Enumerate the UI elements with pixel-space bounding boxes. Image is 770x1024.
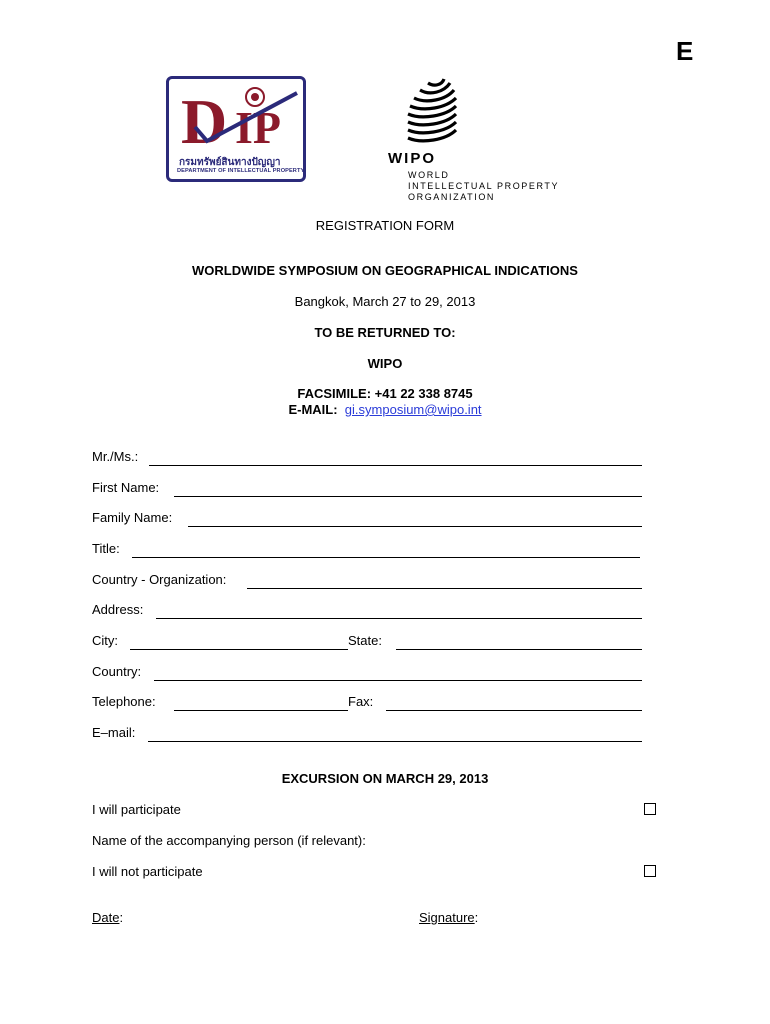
facsimile: FACSIMILE: +41 22 338 8745: [297, 386, 473, 401]
field-country-org: [92, 572, 642, 592]
will-not-participate-checkbox[interactable]: [644, 865, 656, 877]
email-input[interactable]: [148, 741, 642, 742]
dip-emblem-icon: [177, 85, 301, 155]
country-label: Country:: [92, 664, 142, 679]
city-label: City:: [92, 633, 118, 648]
address-input[interactable]: [156, 618, 642, 619]
field-address: [92, 602, 642, 622]
fax-input[interactable]: [386, 710, 642, 711]
country-input[interactable]: [154, 680, 642, 681]
accompanying-person-label: Name of the accompanying person (if relevant):: [92, 833, 366, 848]
dip-thai-name: กรมทรัพย์สินทางปัญญา: [179, 157, 281, 168]
family-name-label: Family Name:: [92, 510, 173, 525]
state-input[interactable]: [396, 649, 642, 650]
wipo-line-ip: INTELLECTUAL PROPERTY: [408, 181, 560, 191]
first-name-label: First Name:: [92, 480, 160, 495]
dip-logo: [166, 76, 306, 182]
telephone-input[interactable]: [174, 710, 348, 711]
wipo-globe-icon: [402, 78, 462, 146]
field-city-state: [92, 633, 642, 653]
location-dates: Bangkok, March 27 to 29, 2013: [294, 294, 476, 309]
title-input[interactable]: [132, 557, 640, 558]
address-label: Address:: [92, 602, 144, 617]
email-label: E-MAIL:: [288, 402, 338, 417]
email-link[interactable]: gi.symposium@wipo.int: [344, 402, 482, 417]
country-org-label: Country - Organization:: [92, 572, 227, 587]
event-title: WORLDWIDE SYMPOSIUM ON GEOGRAPHICAL INDICATIONS: [192, 263, 578, 278]
email-field-label: E–mail:: [92, 725, 136, 740]
first-name-input[interactable]: [174, 496, 642, 497]
return-to-org: WIPO: [367, 356, 403, 371]
field-email: [92, 725, 642, 745]
signature-label: Signature: [419, 910, 475, 925]
wipo-name: WIPO: [388, 150, 436, 167]
fax-label: Fax:: [348, 694, 374, 709]
will-participate-checkbox[interactable]: [644, 803, 656, 815]
wipo-logo: [388, 78, 588, 202]
language-marker: E: [676, 36, 694, 66]
date-field[interactable]: Date:: [92, 910, 124, 925]
excursion-heading: EXCURSION ON MARCH 29, 2013: [281, 771, 489, 786]
signature-field[interactable]: Signature:: [419, 910, 479, 925]
country-org-input[interactable]: [247, 588, 642, 589]
return-to-label: TO BE RETURNED TO:: [314, 325, 456, 340]
svg-text:D: D: [181, 86, 228, 155]
will-participate-label: I will participate: [92, 802, 181, 817]
dip-english-name: DEPARTMENT OF INTELLECTUAL PROPERTY: [177, 168, 305, 174]
wipo-line-world: WORLD: [408, 170, 450, 180]
field-country: [92, 664, 642, 684]
field-first-name: [92, 480, 642, 500]
title-label: Title:: [92, 541, 120, 556]
field-title: [92, 541, 642, 561]
field-family-name: [92, 510, 642, 530]
telephone-label: Telephone:: [92, 694, 156, 709]
state-label: State:: [348, 633, 382, 648]
mr-ms-label: Mr./Ms.:: [92, 449, 139, 464]
email-line: [0, 402, 770, 417]
mr-ms-input[interactable]: [149, 465, 642, 466]
field-telephone-fax: [92, 694, 642, 714]
date-label: Date: [92, 910, 120, 925]
svg-text:IP: IP: [235, 102, 281, 153]
city-input[interactable]: [130, 649, 348, 650]
family-name-input[interactable]: [188, 526, 642, 527]
field-mr-ms: [92, 449, 642, 469]
will-not-participate-label: I will not participate: [92, 864, 203, 879]
form-title: REGISTRATION FORM: [315, 218, 455, 233]
wipo-line-org: ORGANIZATION: [408, 192, 496, 202]
